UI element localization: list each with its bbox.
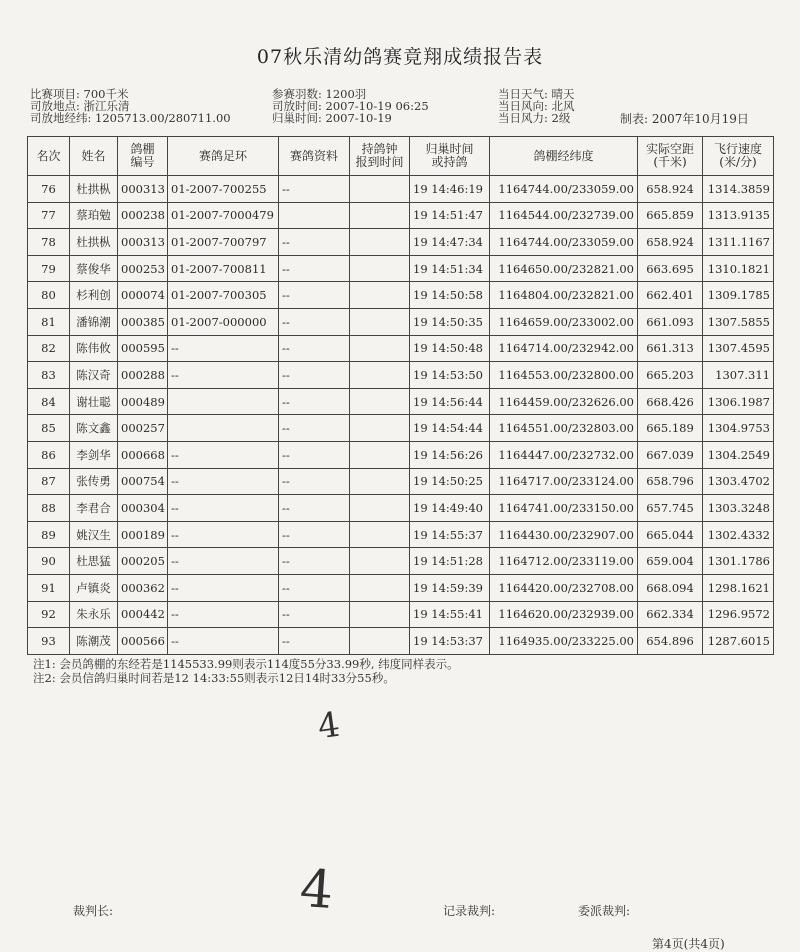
cell-coordinates: 1164544.00/232739.00 [490,202,638,229]
cell-distance: 661.093 [638,308,703,335]
cell-distance: 658.924 [638,176,703,203]
cell-name: 杜思猛 [70,548,118,575]
cell-rank: 92 [28,601,70,628]
table-row [28,415,774,442]
meta-return-time: 归巢时间: 2007-10-19 [272,111,392,125]
column-header [28,137,70,176]
cell-info: -- [279,362,350,389]
cell-coordinates: 1164551.00/232803.00 [490,415,638,442]
table-body [28,176,774,655]
cell-rank: 87 [28,468,70,495]
cell-speed: 1313.9135 [703,202,774,229]
cell-loft: 000238 [118,202,168,229]
meta-right [498,88,575,124]
return-day: 19 [413,527,428,542]
cell-ring: -- [168,495,279,522]
cell-ring: -- [168,601,279,628]
return-day: 19 [413,580,428,595]
cell-distance: 665.189 [638,415,703,442]
cell-loft: 000566 [118,628,168,655]
cell-loft: 000253 [118,255,168,282]
cell-speed: 1304.9753 [703,415,774,442]
table-row [28,548,774,575]
cell-clock [350,628,410,655]
cell-info: -- [279,441,350,468]
cell-speed: 1304.2549 [703,441,774,468]
cell-clock [350,415,410,442]
return-clock: 14:53:37 [431,633,483,648]
cell-info: -- [279,468,350,495]
cell-loft: 000288 [118,362,168,389]
cell-distance: 662.401 [638,282,703,309]
return-clock: 14:53:50 [431,367,483,382]
cell-distance: 661.313 [638,335,703,362]
signature-judge: 裁判长: [73,904,114,918]
return-clock: 14:47:34 [431,234,483,249]
cell-loft: 000754 [118,468,168,495]
cell-rank: 89 [28,521,70,548]
cell-return-time [410,415,490,442]
return-clock: 14:50:58 [431,288,483,303]
cell-ring: 01-2007-700255 [168,176,279,203]
cell-speed: 1307.5855 [703,308,774,335]
cell-name: 卢镇炎 [70,574,118,601]
cell-info: -- [279,574,350,601]
cell-distance: 658.796 [638,468,703,495]
cell-speed: 1309.1785 [703,282,774,309]
column-header-line: (千米) [653,155,687,169]
table-row [28,468,774,495]
cell-info: -- [279,308,350,335]
cell-return-time [410,176,490,203]
return-day: 19 [413,554,428,569]
cell-clock [350,362,410,389]
column-header-line: 报到时间 [355,155,404,169]
cell-rank: 91 [28,574,70,601]
report-title: 07秋乐清幼鸽赛竟翔成绩报告表 [256,46,544,68]
column-header-line: (米/分) [719,155,757,169]
cell-name: 陈伟攸 [70,335,118,362]
column-header-line: 鸽棚经纬度 [533,148,594,163]
cell-loft: 000313 [118,176,168,203]
cell-info: -- [279,388,350,415]
cell-ring: -- [168,362,279,389]
cell-speed: 1307.311 [703,362,774,389]
column-header [118,137,168,176]
table-row [28,308,774,335]
results-table [27,136,774,655]
cell-return-time [410,308,490,335]
cell-name: 杜拱枞 [70,176,118,203]
return-clock: 14:50:48 [431,341,483,356]
table-row [28,362,774,389]
return-clock: 14:56:44 [431,394,483,409]
cell-clock [350,574,410,601]
table-header [28,137,774,176]
column-header-line: 持鸽钟 [361,142,398,156]
return-day: 19 [413,208,428,223]
cell-ring: 01-2007-000000 [168,308,279,335]
cell-distance: 662.334 [638,601,703,628]
cell-info: -- [279,415,350,442]
handwritten-mark-2: 4 [297,858,336,922]
cell-clock [350,308,410,335]
cell-loft: 000489 [118,388,168,415]
return-clock: 14:55:41 [431,607,483,622]
cell-loft: 000205 [118,548,168,575]
cell-coordinates: 1164804.00/232821.00 [490,282,638,309]
cell-return-time [410,521,490,548]
cell-rank: 78 [28,229,70,256]
return-day: 19 [413,394,428,409]
cell-distance: 657.745 [638,495,703,522]
return-clock: 14:51:34 [431,261,483,276]
cell-speed: 1314.3859 [703,176,774,203]
cell-return-time [410,229,490,256]
cell-clock [350,468,410,495]
cell-rank: 79 [28,255,70,282]
return-clock: 14:56:26 [431,447,483,462]
table-row [28,388,774,415]
cell-clock [350,548,410,575]
signature-dispatch: 委派裁判: [578,904,631,918]
cell-speed: 1296.9572 [703,601,774,628]
return-clock: 14:54:44 [431,421,483,436]
cell-name: 陈潮茂 [70,628,118,655]
cell-clock [350,202,410,229]
cell-return-time [410,495,490,522]
return-day: 19 [413,181,428,196]
cell-distance: 658.924 [638,229,703,256]
cell-speed: 1298.1621 [703,574,774,601]
cell-info: -- [279,176,350,203]
cell-speed: 1302.4332 [703,521,774,548]
cell-coordinates: 1164420.00/232708.00 [490,574,638,601]
cell-loft: 000189 [118,521,168,548]
cell-distance: 659.004 [638,548,703,575]
cell-coordinates: 1164744.00/233059.00 [490,176,638,203]
note-1: 注1: 会员鸽棚的东经若是1145533.99则表示114度55分33.99秒, 纬度同样表示。 [33,657,459,671]
return-clock: 14:51:28 [431,554,483,569]
cell-coordinates: 1164650.00/232821.00 [490,255,638,282]
cell-ring [168,415,279,442]
cell-return-time [410,335,490,362]
cell-speed: 1287.6015 [703,628,774,655]
cell-rank: 76 [28,176,70,203]
column-header [638,137,703,176]
cell-name: 朱永乐 [70,601,118,628]
cell-name: 李剑华 [70,441,118,468]
column-header [410,137,490,176]
cell-clock [350,176,410,203]
cell-clock [350,495,410,522]
cell-rank: 93 [28,628,70,655]
cell-coordinates: 1164430.00/232907.00 [490,521,638,548]
cell-info: -- [279,548,350,575]
cell-rank: 77 [28,202,70,229]
cell-name: 蔡俊华 [70,255,118,282]
notes [33,657,459,685]
table-row [28,255,774,282]
return-clock: 14:49:40 [431,500,483,515]
return-day: 19 [413,288,428,303]
cell-ring: -- [168,628,279,655]
cell-speed: 1303.3248 [703,495,774,522]
cell-distance: 665.044 [638,521,703,548]
cell-ring: 01-2007-700811 [168,255,279,282]
cell-distance: 668.094 [638,574,703,601]
column-header-line: 赛鸽资料 [289,148,338,163]
cell-ring: -- [168,548,279,575]
cell-rank: 81 [28,308,70,335]
cell-clock [350,335,410,362]
cell-return-time [410,362,490,389]
cell-clock [350,441,410,468]
return-day: 19 [413,341,428,356]
cell-rank: 83 [28,362,70,389]
return-clock: 14:59:39 [431,580,483,595]
meta-wind-force: 当日风力: 2级 [498,111,571,125]
table-row [28,521,774,548]
cell-rank: 86 [28,441,70,468]
meta-wind-dir: 当日风向: 北风 [498,99,575,113]
column-header-line: 编号 [130,155,155,169]
cell-return-time [410,441,490,468]
cell-return-time [410,628,490,655]
column-header [70,137,118,176]
cell-name: 陈文鑫 [70,415,118,442]
note-2: 注2: 会员信鸽归巢时间若是12 14:33:55则表示12日14时33分55秒。 [33,671,395,685]
cell-clock [350,601,410,628]
cell-loft: 000257 [118,415,168,442]
cell-loft: 000362 [118,574,168,601]
cell-speed: 1306.1987 [703,388,774,415]
table-row [28,176,774,203]
column-header-line: 归巢时间 [425,142,474,156]
cell-name: 杜拱枞 [70,229,118,256]
cell-name: 潘锦潮 [70,308,118,335]
cell-speed: 1311.1167 [703,229,774,256]
column-header [168,137,279,176]
cell-clock [350,282,410,309]
cell-ring: 01-2007-7000479 [168,202,279,229]
return-clock: 14:46:19 [431,181,483,196]
cell-loft: 000668 [118,441,168,468]
page-footer: 第4页(共4页) [652,937,725,951]
column-header-line: 名次 [36,148,61,163]
cell-return-time [410,202,490,229]
return-day: 19 [413,261,428,276]
cell-rank: 85 [28,415,70,442]
cell-return-time [410,601,490,628]
cell-return-time [410,255,490,282]
meta-release-coord: 司放地经纬: 1205713.00/280711.00 [30,111,231,125]
cell-loft: 000385 [118,308,168,335]
cell-coordinates: 1164620.00/232939.00 [490,601,638,628]
cell-clock [350,255,410,282]
table-row [28,335,774,362]
meta-left [30,88,231,124]
column-header [703,137,774,176]
cell-info: -- [279,521,350,548]
return-clock: 14:50:25 [431,474,483,489]
return-clock: 14:51:47 [431,208,483,223]
table-row [28,601,774,628]
meta-race-item: 比赛项目: 700千米 [30,87,129,101]
cell-loft: 000442 [118,601,168,628]
issued-date: 制表: 2007年10月19日 [620,112,749,126]
cell-info: -- [279,628,350,655]
cell-coordinates: 1164659.00/233002.00 [490,308,638,335]
cell-distance: 663.695 [638,255,703,282]
cell-loft: 000074 [118,282,168,309]
return-day: 19 [413,500,428,515]
return-day: 19 [413,607,428,622]
cell-info [279,202,350,229]
cell-coordinates: 1164717.00/233124.00 [490,468,638,495]
cell-ring: -- [168,574,279,601]
cell-info: -- [279,282,350,309]
cell-coordinates: 1164714.00/232942.00 [490,335,638,362]
cell-ring: 01-2007-700797 [168,229,279,256]
cell-name: 陈汉奇 [70,362,118,389]
cell-return-time [410,282,490,309]
column-header-line: 或持鸽 [431,155,468,169]
cell-name: 张传勇 [70,468,118,495]
cell-name: 蔡珀勉 [70,202,118,229]
table-row [28,495,774,522]
table-row [28,229,774,256]
return-day: 19 [413,633,428,648]
table-row [28,441,774,468]
cell-info: -- [279,229,350,256]
return-day: 19 [413,367,428,382]
column-header-line: 姓名 [81,148,106,163]
cell-coordinates: 1164553.00/232800.00 [490,362,638,389]
cell-ring: 01-2007-700305 [168,282,279,309]
table-row [28,574,774,601]
return-day: 19 [413,474,428,489]
cell-return-time [410,388,490,415]
table-row [28,282,774,309]
cell-clock [350,229,410,256]
cell-ring [168,388,279,415]
meta-entries: 参赛羽数: 1200羽 [272,87,367,101]
table-row [28,202,774,229]
return-clock: 14:50:35 [431,314,483,329]
cell-coordinates: 1164935.00/233225.00 [490,628,638,655]
cell-rank: 90 [28,548,70,575]
cell-speed: 1310.1821 [703,255,774,282]
column-header [279,137,350,176]
cell-name: 杉利创 [70,282,118,309]
cell-info: -- [279,335,350,362]
cell-info: -- [279,495,350,522]
cell-speed: 1303.4702 [703,468,774,495]
return-day: 19 [413,421,428,436]
cell-rank: 84 [28,388,70,415]
cell-name: 李君合 [70,495,118,522]
cell-info: -- [279,601,350,628]
cell-clock [350,521,410,548]
column-header-line: 飞行速度 [713,142,762,156]
cell-distance: 654.896 [638,628,703,655]
cell-speed: 1301.1786 [703,548,774,575]
return-clock: 14:55:37 [431,527,483,542]
cell-ring: -- [168,468,279,495]
cell-return-time [410,574,490,601]
cell-coordinates: 1164741.00/233150.00 [490,495,638,522]
cell-name: 谢壮聪 [70,388,118,415]
cell-return-time [410,468,490,495]
meta-release-place: 司放地点: 浙江乐清 [30,99,130,113]
cell-coordinates: 1164744.00/233059.00 [490,229,638,256]
meta-release-time: 司放时间: 2007-10-19 06:25 [272,99,429,113]
cell-ring: -- [168,521,279,548]
column-header-line: 实际空距 [645,142,694,156]
cell-return-time [410,548,490,575]
cell-loft: 000595 [118,335,168,362]
cell-coordinates: 1164459.00/232626.00 [490,388,638,415]
cell-rank: 80 [28,282,70,309]
table-row [28,628,774,655]
cell-loft: 000304 [118,495,168,522]
return-day: 19 [413,234,428,249]
cell-speed: 1307.4595 [703,335,774,362]
signature-record: 记录裁判: [443,904,496,918]
cell-loft: 000313 [118,229,168,256]
meta-weather: 当日天气: 晴天 [498,87,575,101]
cell-clock [350,388,410,415]
cell-name: 姚汉生 [70,521,118,548]
meta-mid [272,88,429,124]
cell-info: -- [279,255,350,282]
cell-ring: -- [168,441,279,468]
cell-ring: -- [168,335,279,362]
cell-rank: 88 [28,495,70,522]
return-day: 19 [413,314,428,329]
return-day: 19 [413,447,428,462]
cell-distance: 665.859 [638,202,703,229]
cell-coordinates: 1164447.00/232732.00 [490,441,638,468]
column-header-line: 赛鸽足环 [198,148,247,163]
handwritten-mark-1: 4 [315,704,343,748]
cell-rank: 82 [28,335,70,362]
column-header [490,137,638,176]
cell-distance: 668.426 [638,388,703,415]
column-header [350,137,410,176]
cell-coordinates: 1164712.00/233119.00 [490,548,638,575]
cell-distance: 667.039 [638,441,703,468]
column-header-line: 鸽棚 [130,142,155,156]
cell-distance: 665.203 [638,362,703,389]
